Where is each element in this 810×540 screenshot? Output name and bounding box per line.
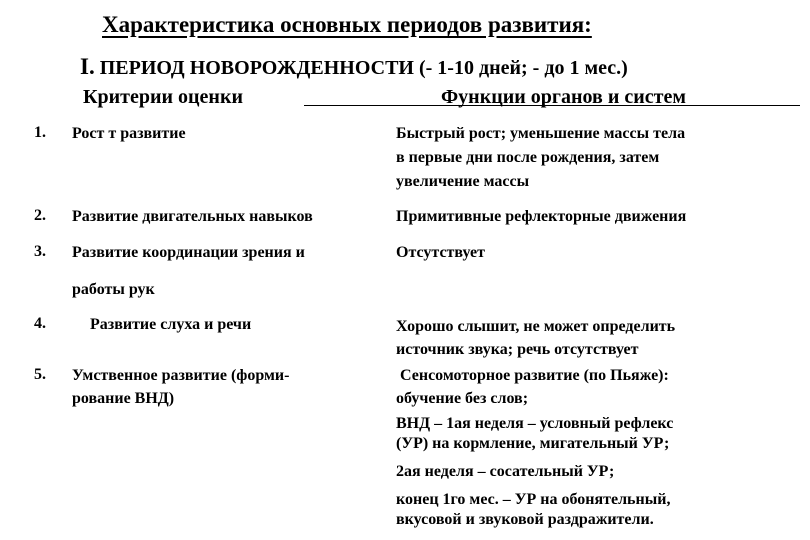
row-function xyxy=(396,315,675,361)
vnd-note-week2: 2ая неделя – сосательный УР; xyxy=(396,463,615,480)
criterion-line: рование ВНД) xyxy=(72,390,175,407)
function-line: обучение без слов; xyxy=(396,390,529,407)
note-line: (УР) на кормление, мигательный УР; xyxy=(396,435,670,452)
row-number: 1. xyxy=(34,124,46,141)
page-title: Характеристика основных периодов развития: xyxy=(102,12,592,37)
row-criterion: Развитие слуха и речи xyxy=(90,316,252,333)
function-line: в первые дни после рождения, затем xyxy=(396,149,660,166)
function-line: увеличение массы xyxy=(396,173,530,190)
period-roman-numeral: I. xyxy=(80,54,95,79)
row-function: Отсутствует xyxy=(396,244,485,261)
row-criterion: Развитие двигательных навыков xyxy=(72,208,313,225)
column-header-functions: Функции органов и систем xyxy=(441,86,686,108)
function-line: Сенсомоторное развитие (по Пьяже): xyxy=(400,367,669,384)
row-function xyxy=(396,364,669,410)
function-line: Быстрый рост; уменьшение массы тела xyxy=(396,125,686,142)
row-number: 3. xyxy=(34,243,46,260)
row-number: 4. xyxy=(34,315,46,332)
vnd-note-month-end xyxy=(396,490,670,530)
row-criterion: Рост т развитие xyxy=(72,125,186,142)
note-line: конец 1го мес. – УР на обонятельный, xyxy=(396,491,671,508)
row-criterion xyxy=(72,364,289,410)
function-line: источник звука; речь отсутствует xyxy=(396,341,639,358)
row-number: 5. xyxy=(34,366,46,383)
criterion-line: Умственное развитие (форми- xyxy=(72,367,290,384)
row-criterion-line: работы рук xyxy=(72,281,155,298)
header-rule xyxy=(304,105,800,106)
row-function: Примитивные рефлекторные движения xyxy=(396,208,687,225)
period-subtitle-text: ПЕРИОД НОВОРОЖДЕННОСТИ (- 1-10 дней; - до 1 мес.) xyxy=(94,57,628,79)
row-criterion-line: Развитие координации зрения и xyxy=(72,244,305,261)
note-line: ВНД – 1ая неделя – условный рефлекс xyxy=(396,415,674,432)
vnd-note-week1 xyxy=(396,414,673,454)
function-line: Хорошо слышит, не может определить xyxy=(396,318,676,335)
column-header-criteria: Критерии оценки xyxy=(83,86,243,108)
row-function xyxy=(396,122,685,194)
period-subtitle xyxy=(80,54,628,80)
row-number: 2. xyxy=(34,207,46,224)
note-line: вкусовой и звуковой раздражители. xyxy=(396,511,654,528)
